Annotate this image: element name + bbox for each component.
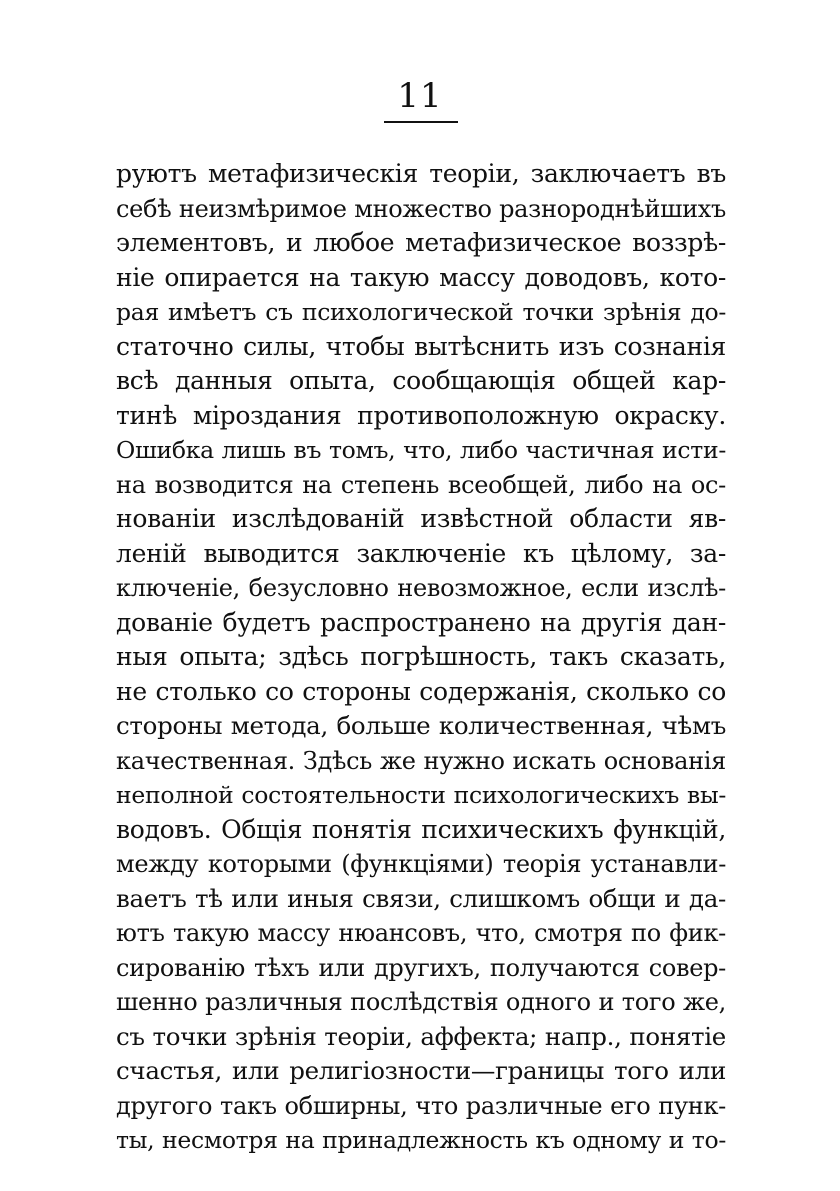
text-line: на возводится на степень всеобщей, либо на ос-	[116, 470, 726, 499]
text-line: сированію тѣхъ или другихъ, получаются совер-	[116, 953, 726, 982]
text-line: нованіи изслѣдованій извѣстной области яв-	[116, 504, 726, 533]
text-line: водовъ. Общія понятія психическихъ функцій,	[116, 814, 726, 844]
text-line: качественная. Здѣсь же нужно искать основанія	[116, 746, 726, 775]
text-line: элементовъ, и любое метафизическое воззрѣ-	[116, 228, 726, 257]
text-line: тинѣ міроздания противоположную окраску.	[116, 400, 726, 430]
text-line: руютъ метафизическія теоріи, заключаетъ въ	[116, 159, 726, 188]
text-line: ты, несмотря на принадлежность къ одному и то-	[116, 1126, 726, 1154]
text-line: леній выводится заключеніе къ цѣлому, за-	[116, 538, 726, 568]
text-line: счастья, или религіозности—границы того или	[116, 1056, 726, 1085]
text-line: ніе опирается на такую массу доводовъ, кото-	[116, 262, 726, 292]
text-line: ютъ такую массу нюансовъ, что, смотря по фик-	[116, 919, 726, 947]
text-line: другого такъ обширны, что различные его пунк-	[116, 1091, 726, 1120]
body-text	[116, 157, 726, 1158]
text-line: между которыми (функціями) теорія устанавли-	[116, 850, 726, 878]
text-line: ваетъ тѣ или иныя связи, слишкомъ общи и да-	[116, 883, 726, 913]
text-line: не столько со стороны содержанія, сколько со	[116, 676, 726, 706]
text-line: съ точки зрѣнія теоріи, аффекта; напр., понятіе	[116, 1021, 726, 1051]
page-number: 11	[397, 76, 443, 116]
text-line: рая имѣетъ съ психологической точки зрѣнія до-	[116, 298, 726, 326]
text-line: статочно силы, чтобы вытѣснить изъ сознанія	[116, 331, 726, 361]
text-line: шенно различныя послѣдствія одного и того же,	[116, 988, 726, 1016]
text-line: ключеніе, безусловно невозможное, если изслѣ-	[116, 574, 726, 602]
text-line: стороны метода, больше количественная, чѣмъ	[116, 711, 726, 740]
text-line: неполной состоятельности психологическихъ вы-	[116, 781, 726, 809]
page-number-rule	[384, 121, 458, 123]
text-line: дованіе будетъ распространено на другія дан-	[116, 607, 726, 637]
text-line: всѣ данныя опыта, сообщающія общей кар-	[116, 366, 726, 395]
text-line: ныя опыта; здѣсь погрѣшность, такъ сказать,	[116, 642, 726, 671]
text-line: Ошибка лишь въ томъ, что, либо частичная исти-	[116, 436, 726, 464]
text-line: себѣ неизмѣримое множество разнороднѣйшихъ	[116, 194, 726, 223]
